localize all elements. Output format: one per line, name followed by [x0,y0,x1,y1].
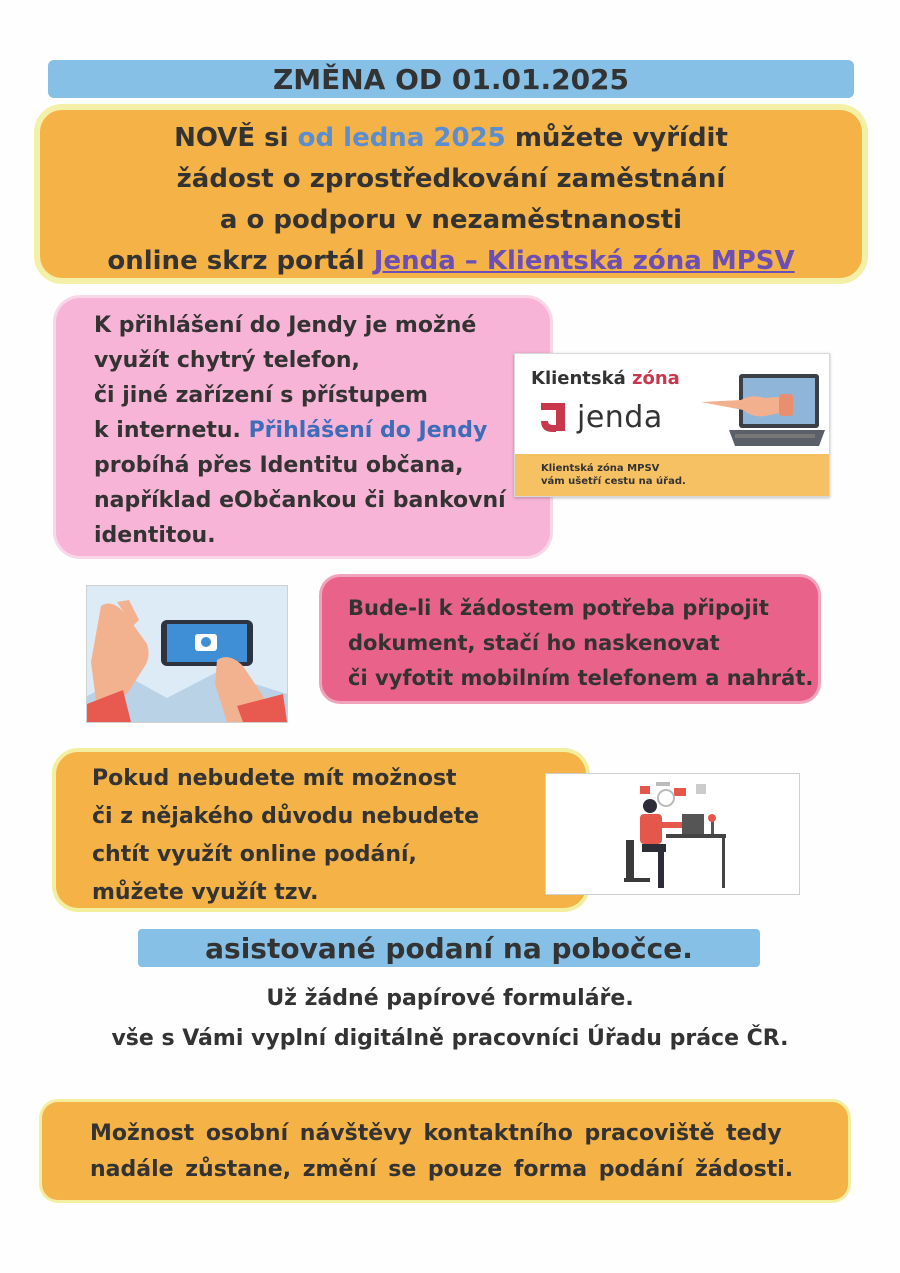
no-paper-forms-text: Už žádné papírové formuláře. [266,986,634,1011]
kz-title-text: Klientská [531,368,633,389]
kz-title-accent: zóna [632,368,680,389]
offline-line: Pokud nebudete mít možnost [92,766,457,791]
login-line: K přihlášení do Jendy je možné [94,313,477,338]
offline-line: můžete využít tzv. [92,880,319,905]
kz-card-banner [515,454,829,496]
login-highlight: Přihlášení do Jendy [248,418,488,443]
assisted-filing-banner [138,929,760,967]
intro-line-1 [40,118,862,159]
intro-line-3: a o podporu v nezaměstnanosti [219,205,683,235]
login-line: probíhá přes Identitu občana, [94,453,464,478]
offline-option-box [56,752,586,908]
assisted-filing-label: asistované podaní na pobočce. [205,931,693,965]
klientska-zona-card [514,353,830,497]
phone-camera-illustration [87,586,287,722]
document-line: dokument, stačí ho naskenovat [348,631,720,655]
digital-filling-text: vše s Vámi vyplní digitálně pracovníci Úřadu práce ČR. [111,1026,789,1051]
offline-line: či z nějakého důvodu nebudete [92,804,480,829]
login-line: identitou. [94,523,216,548]
jenda-logo-icon [537,401,571,435]
document-line: či vyfotit mobilním telefonem a nahrát. [348,666,814,690]
intro-line-2: žádost o zprostředkování zaměstnání [176,164,726,194]
intro-box [40,110,862,278]
title-banner [48,60,854,98]
page-title: ZMĚNA OD 01.01.2025 [272,62,630,96]
kz-card-title [531,368,680,389]
kz-banner-line: vám ušetří cestu na úřad. [541,476,686,487]
intro-text: můžete vyřídit [505,123,728,153]
login-info-box [56,298,550,556]
jenda-logo-text: jenda [577,400,663,435]
jenda-portal-link[interactable]: Jenda – Klientská zóna MPSV [373,246,795,276]
intro-line-4 [40,241,862,282]
document-upload-box [322,577,818,701]
intro-text: online skrz portál [107,246,374,276]
document-line: Bude-li k žádostem potřeba připojit [348,596,769,620]
office-worker-illustration [546,774,799,894]
laptop-hand-illustration [695,368,825,454]
personal-visit-box [42,1102,848,1200]
office-worker-image [545,773,800,895]
intro-date-highlight: od ledna 2025 [297,123,506,153]
login-text: k internetu. [94,418,249,443]
login-line: využít chytrý telefon, [94,348,360,373]
intro-text: NOVĚ si [174,123,298,153]
kz-banner-line: Klientská zóna MPSV [541,463,660,474]
visit-line: nadále zůstane, změní se pouze forma podání žádosti. [90,1157,794,1182]
jenda-logo [537,400,663,435]
visit-line: Možnost osobní návštěvy kontaktního pracoviště tedy [90,1121,782,1146]
phone-scan-image [86,585,288,723]
login-line: například eObčankou či bankovní [94,488,506,513]
login-line [94,413,550,448]
login-line: či jiné zařízení s přístupem [94,383,428,408]
offline-line: chtít využít online podání, [92,842,417,867]
